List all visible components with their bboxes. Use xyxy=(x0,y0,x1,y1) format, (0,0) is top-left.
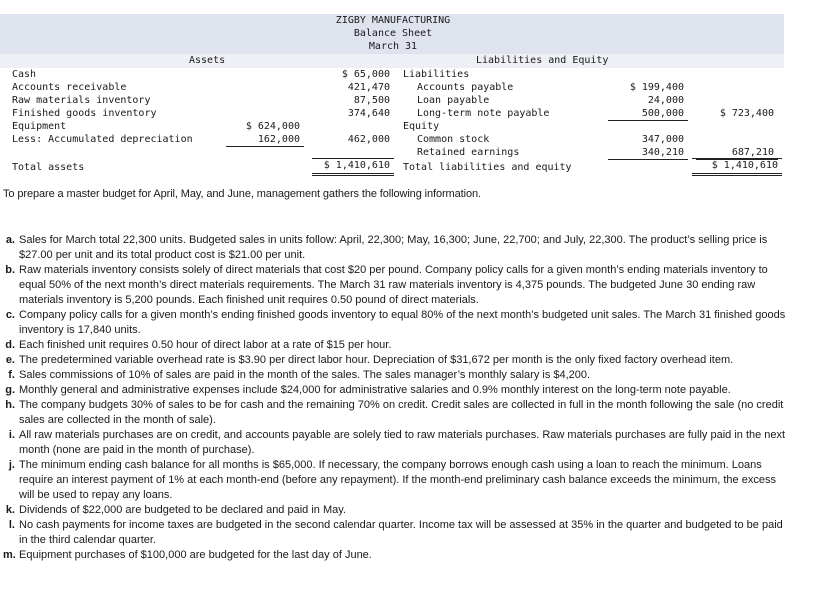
item-text: Raw materials inventory consists solely of direct materials that cost $20 per pound. Company policy calls for a given month’s ending materials inventory to equal 50% of the next month’s direct materials requirements. The March 31 raw materials inventory is 4,375 pounds. The budgeted June 30 ending raw materials inventory is 5,200 pounds. Each finished unit requires 0.50 pound of direct materials. xyxy=(19,264,768,306)
asset-label: Raw materials inventory xyxy=(12,95,151,106)
liability-total: $ 723,400 xyxy=(719,108,774,119)
equity-subvalue: 340,210 xyxy=(608,146,688,160)
asset-value: 462,000 xyxy=(347,134,390,145)
liability-label: Accounts payable xyxy=(417,82,514,93)
asset-value: 374,640 xyxy=(347,108,390,119)
liability-label: Long-term note payable xyxy=(417,108,550,119)
asset-value: $ 65,000 xyxy=(341,69,390,80)
list-item xyxy=(3,233,793,263)
item-text: Equipment purchases of $100,000 are budgeted for the last day of June. xyxy=(19,549,372,561)
list-item xyxy=(3,458,793,503)
item-label: d. xyxy=(5,339,15,351)
list-item xyxy=(3,308,793,338)
asset-label: Equipment xyxy=(12,121,67,132)
asset-label: Less: Accumulated depreciation xyxy=(12,134,193,145)
item-label: h. xyxy=(5,399,15,411)
item-text: All raw materials purchases are on credit, and accounts payable are solely tied to raw materials purchases. Raw materials purchases are fully paid in the next month (none are paid in the month of purchase). xyxy=(19,429,786,456)
item-text: The company budgets 30% of sales to be for cash and the remaining 70% on credit. Credit sales are collected in full in the month following the sale (no credit sales are collected in the month of sale). xyxy=(19,399,784,426)
list-item xyxy=(3,353,793,368)
item-label: i. xyxy=(8,429,15,441)
item-label: c. xyxy=(5,309,15,321)
statement-date: March 31 xyxy=(368,41,418,52)
item-text: Dividends of $22,000 are budgeted to be declared and paid in May. xyxy=(19,504,346,516)
equity-section-label: Equity xyxy=(403,121,440,132)
list-item xyxy=(3,398,793,428)
item-label: m. xyxy=(3,549,16,561)
item-label: a. xyxy=(5,234,15,246)
asset-value: 87,500 xyxy=(353,95,390,106)
list-item xyxy=(3,428,793,458)
total-liabilities-equity-label: Total liabilities and equity xyxy=(403,162,572,173)
item-label: e. xyxy=(5,354,15,366)
column-headings-band xyxy=(0,54,784,68)
intro-text: To prepare a master budget for April, May, and June, management gathers the following information. xyxy=(3,188,481,200)
item-text: Company policy calls for a given month’s ending finished goods inventory to equal 80% of the next month’s budgeted unit sales. The March 31 finished goods inventory is 17,840 units. xyxy=(19,309,786,336)
list-item xyxy=(3,383,793,398)
assets-heading: Assets xyxy=(189,55,226,66)
item-text: Sales for March total 22,300 units. Budgeted sales in units follow: April, 22,300; May, 16,300; June, 22,700; and July, 22,300. The product’s selling price is $27.00 per unit and its total product cost is $21.00 per unit. xyxy=(19,234,768,261)
liability-label: Loan payable xyxy=(417,95,490,106)
liability-subvalue: 500,000 xyxy=(608,107,688,121)
list-item xyxy=(3,338,793,353)
item-label: g. xyxy=(5,384,15,396)
list-item xyxy=(3,518,793,548)
equity-subvalue: 347,000 xyxy=(641,134,684,145)
list-item xyxy=(3,503,793,518)
asset-value: 421,470 xyxy=(347,82,390,93)
item-label: f. xyxy=(8,369,15,381)
liabilities-equity-heading: Liabilities and Equity xyxy=(476,55,609,66)
company-name: ZIGBY MANUFACTURING xyxy=(335,15,451,26)
equity-total: 687,210 xyxy=(696,146,778,160)
list-item xyxy=(3,548,793,563)
item-text: Each finished unit requires 0.50 hour of direct labor at a rate of $15 per hour. xyxy=(19,339,392,351)
total-assets-label: Total assets xyxy=(12,162,85,173)
equity-label: Common stock xyxy=(417,134,490,145)
budget-info-list xyxy=(3,233,793,563)
statement-title: Balance Sheet xyxy=(353,28,433,39)
liability-subvalue: $ 199,400 xyxy=(629,82,684,93)
item-text: Sales commissions of 10% of sales are paid in the month of the sales. The sales manager’s monthly salary is $4,200. xyxy=(19,369,591,381)
asset-label: Finished goods inventory xyxy=(12,108,157,119)
total-assets-value: $ 1,410,610 xyxy=(312,158,394,176)
item-text: The predetermined variable overhead rate is $3.90 per direct labor hour. Depreciation of $31,672 per month is the only fixed factory overhead item. xyxy=(19,354,734,366)
asset-subvalue: 162,000 xyxy=(226,133,304,147)
liability-section-label: Liabilities xyxy=(403,69,470,80)
item-text: The minimum ending cash balance for all months is $65,000. If necessary, the company borrows enough cash using a loan to reach the minimum. Loans require an interest payment of 1% at each month-end (before any repayment). If the month-end preliminary cash balance exceeds the minimum, the excess will be used to repay any loans. xyxy=(19,459,776,501)
item-label: l. xyxy=(8,519,15,531)
equity-label: Retained earnings xyxy=(417,147,520,158)
asset-label: Accounts receivable xyxy=(12,82,127,93)
liability-subvalue: 24,000 xyxy=(647,95,684,106)
list-item xyxy=(3,263,793,308)
item-label: j. xyxy=(8,459,15,471)
total-liabilities-equity-value: $ 1,410,610 xyxy=(692,158,782,176)
item-text: No cash payments for income taxes are budgeted in the second calendar quarter. Income tax will be assessed at 35% in the quarter and budgeted to be paid in the third calendar quarter. xyxy=(19,519,783,546)
item-label: b. xyxy=(5,264,15,276)
list-item xyxy=(3,368,793,383)
item-text: Monthly general and administrative expenses include $24,000 for administrative salaries and 0.9% monthly interest on the long-term note payable. xyxy=(19,384,731,396)
asset-label: Cash xyxy=(12,69,37,80)
asset-subvalue: $ 624,000 xyxy=(245,121,300,132)
item-label: k. xyxy=(5,504,15,516)
